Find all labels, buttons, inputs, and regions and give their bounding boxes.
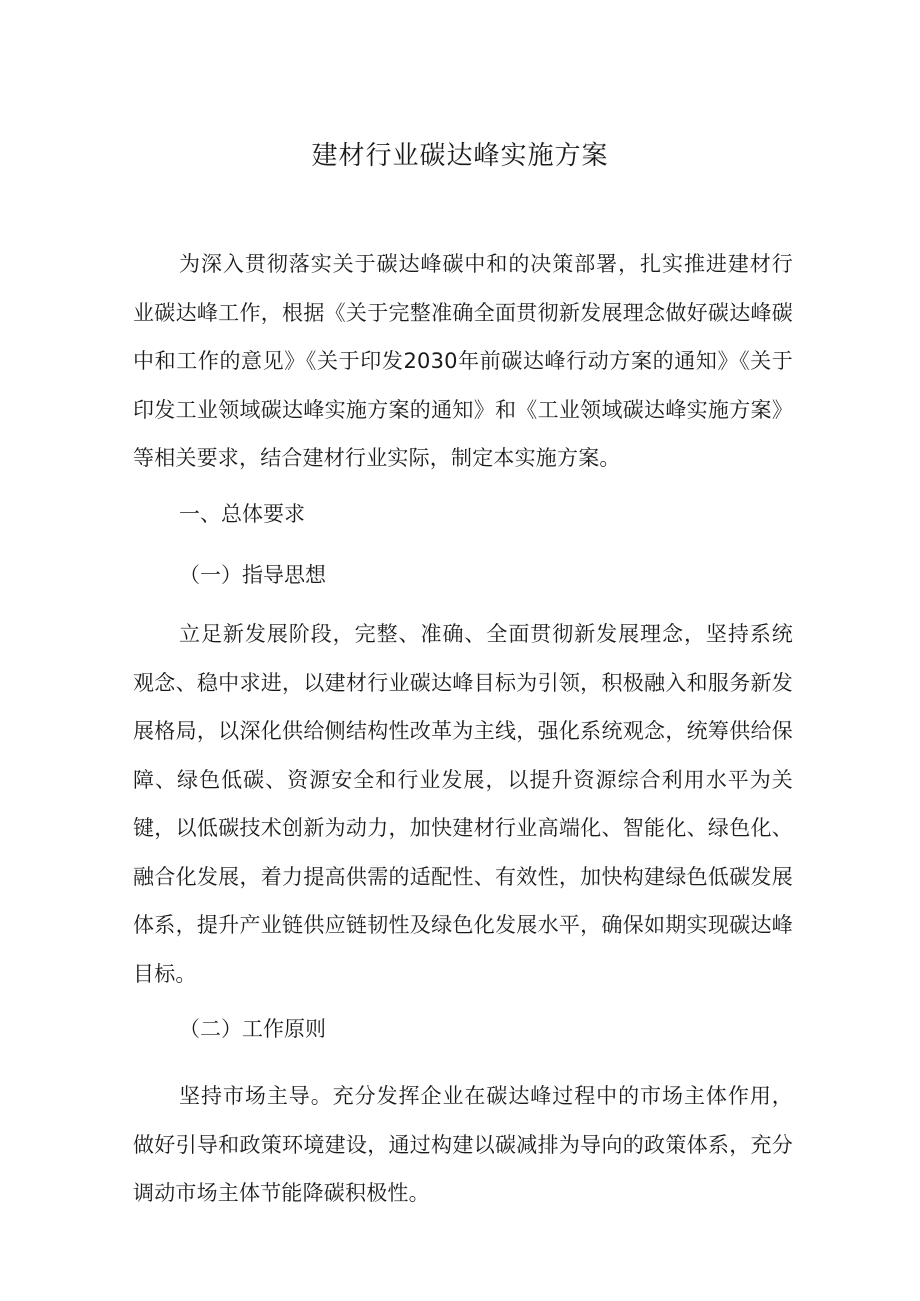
subsection-heading-work-principles: （二）工作原则 <box>179 1017 326 1041</box>
subsection-heading-guiding-ideology: （一）指导思想 <box>179 563 326 587</box>
guiding-ideology-paragraph: 立足新发展阶段，完整、准确、全面贯彻新发展理念，坚持系统观念、稳中求进，以建材行业碳达峰目标为引领，积极融入和服务新发展格局，以深化供给侧结构性改革为主线，强化系统观念，统筹供给保障、绿色低碳、资源安全和行业发展，以提升资源综合利用水平为关键，以低碳技术创新为动力，加快建材行业高端化、智能化、绿色化、融合化发展，着力提高供需的适配性、有效性，加快构建绿色低碳发展体系，提升产业链供应链韧性及绿色化发展水平，确保如期实现碳达峰目标。 <box>133 622 793 986</box>
document-title: 建材行业碳达峰实施方案 <box>311 141 609 171</box>
intro-paragraph: 为深入贯彻落实关于碳达峰碳中和的决策部署，扎实推进建材行业碳达峰工作，根据《关于完整准确全面贯彻新发展理念做好碳达峰碳中和工作的意见》《关于印发2030年前碳达峰行动方案的通知》《关于印发工业领域碳达峰实施方案的通知》和《工业领域碳达峰实施方案》等相关要求，结合建材行业实际，制定本实施方案。 <box>133 252 793 470</box>
market-principle-paragraph: 坚持市场主导。充分发挥企业在碳达峰过程中的市场主体作用，做好引导和政策环境建设，通过构建以碳减排为导向的政策体系，充分调动市场主体节能降碳积极性。 <box>133 1084 793 1205</box>
section-heading-general-requirements: 一、总体要求 <box>179 502 305 526</box>
